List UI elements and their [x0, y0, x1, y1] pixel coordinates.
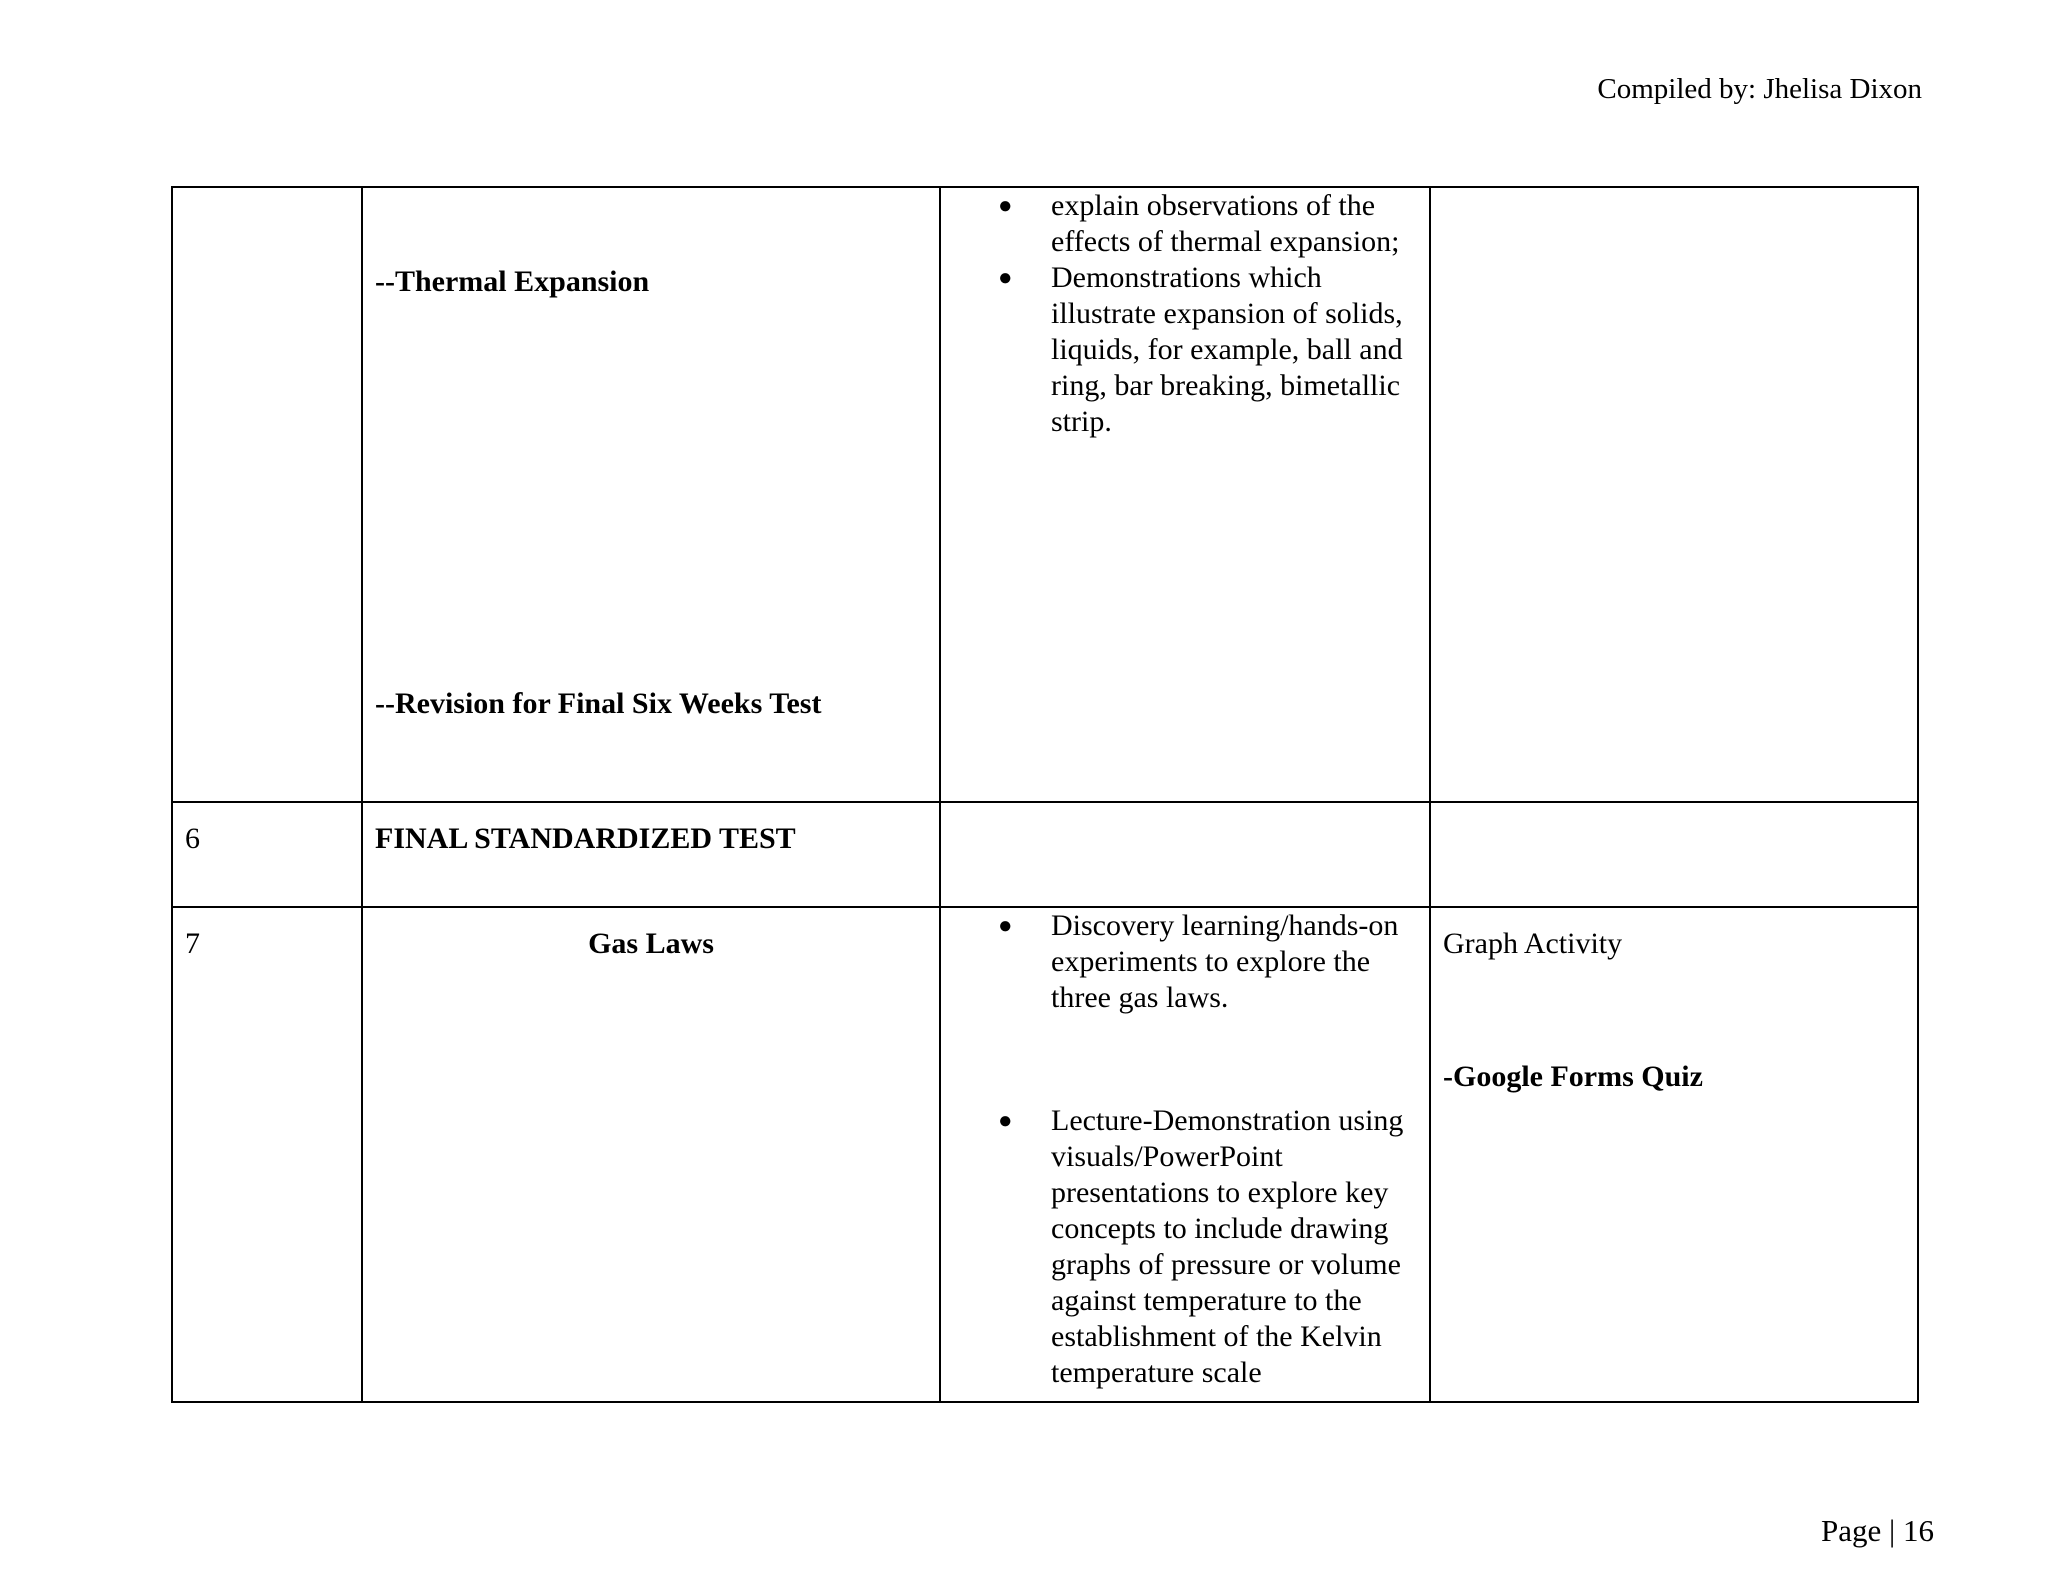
table-row	[172, 907, 1918, 1402]
page-number: Page | 16	[1821, 1513, 1934, 1548]
topic-thermal-expansion: --Thermal Expansion	[375, 265, 650, 298]
strategies-cell	[940, 802, 1430, 907]
week-number: 7	[185, 927, 200, 960]
topic-cell	[362, 907, 940, 1402]
list-item: ● Discovery learning/hands-on experiments to explore the three gas laws.	[998, 908, 1417, 1016]
week-cell	[172, 802, 362, 907]
strategies-cell	[940, 187, 1430, 802]
week-number: 6	[185, 822, 200, 855]
strategy-list	[953, 908, 1417, 1391]
topic-revision: --Revision for Final Six Weeks Test	[375, 687, 822, 720]
compiled-by-note: Compiled by: Jhelisa Dixon	[1597, 73, 1922, 105]
list-item: ● Lecture-Demonstration using visuals/PowerPoint presentations to explore key concepts to include drawing graphs of pressure or volume against temperature to the establishment of the Kelvin temperature scale	[998, 1103, 1417, 1391]
topic-final-test: FINAL STANDARDIZED TEST	[375, 822, 796, 855]
topic-gas-laws: Gas Laws	[588, 927, 714, 960]
table-row	[172, 187, 1918, 802]
list-item: ● Demonstrations which illustrate expansion of solids, liquids, for example, ball and ring, bar breaking, bimetallic strip.	[998, 260, 1417, 440]
list-item: ● explain observations of the effects of thermal expansion;	[998, 188, 1417, 260]
assessment-cell	[1430, 187, 1918, 802]
assessment-google-forms-quiz: -Google Forms Quiz	[1443, 1060, 1703, 1093]
assessment-cell	[1430, 802, 1918, 907]
assessment-cell	[1430, 907, 1918, 1402]
table-row	[172, 802, 1918, 907]
week-cell	[172, 187, 362, 802]
lesson-plan-table	[171, 186, 1919, 1403]
week-cell	[172, 907, 362, 1402]
assessment-graph-activity: Graph Activity	[1443, 927, 1623, 960]
strategies-cell	[940, 907, 1430, 1402]
strategy-list	[953, 188, 1417, 440]
topic-cell	[362, 187, 940, 802]
topic-cell	[362, 802, 940, 907]
